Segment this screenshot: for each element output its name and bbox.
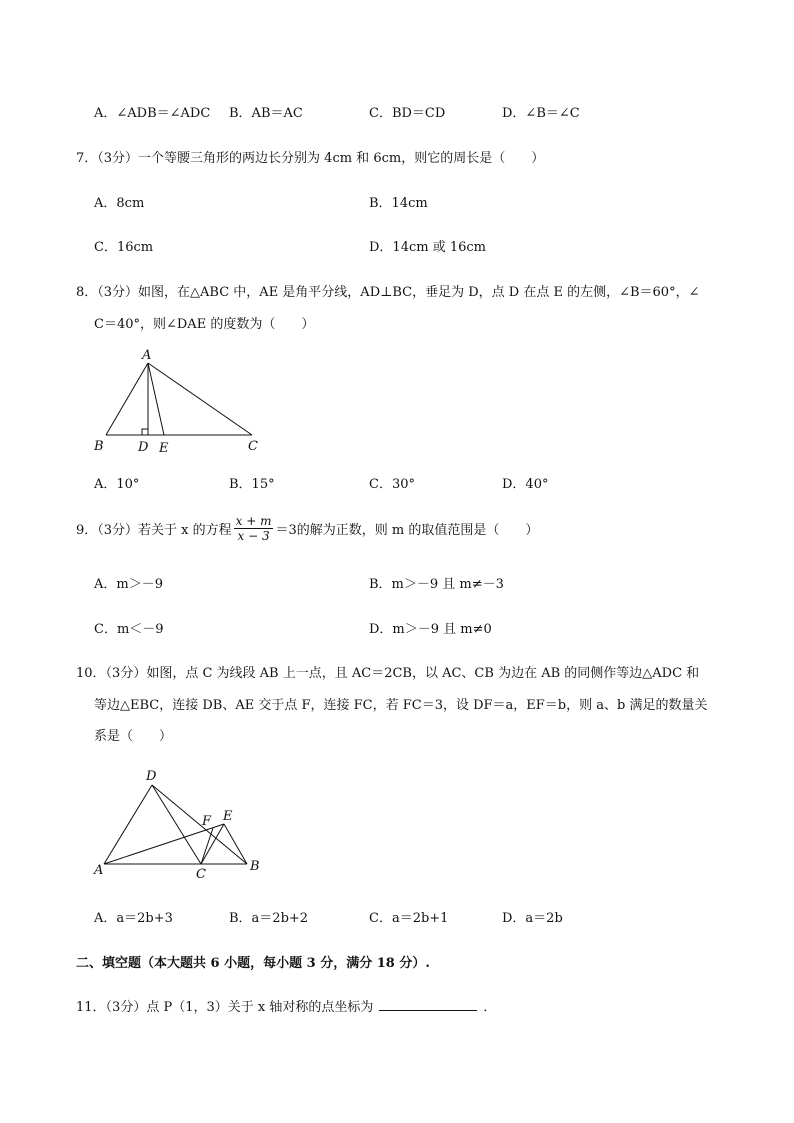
q9-stem (76, 514, 538, 543)
q10-option-a: A．a＝2b+3 (94, 911, 173, 926)
label-a: A (94, 863, 104, 878)
q9-fraction-denominator: x − 3 (237, 529, 270, 543)
q10-option-c: C．a＝2b+1 (369, 911, 449, 926)
q9-option-a: A．m＞－9 (94, 577, 163, 592)
q8-option-c: C．30° (369, 477, 415, 492)
q11-answer-blank[interactable] (379, 998, 477, 1011)
q9-option-c: C．m＜－9 (94, 622, 164, 637)
label-a: A (142, 348, 152, 363)
q7-stem: 7．（3分）一个等腰三角形的两边长分别为 4cm 和 6cm，则它的周长是（ ） (76, 151, 545, 166)
section-2-title: 二、填空题（本大题共 6 小题，每小题 3 分，满分 18 分）. (76, 956, 430, 971)
q9-fraction (234, 514, 274, 543)
q11-stem-text: 11．（3分）点 P（1，3）关于 x 轴对称的点坐标为 (76, 1000, 374, 1015)
label-f: F (202, 814, 212, 829)
label-d: D (146, 769, 157, 784)
q6-option-d: D．∠B＝∠C (502, 106, 580, 121)
q7-option-b: B．14cm (369, 196, 428, 211)
label-e: E (159, 441, 169, 456)
q10-stem-line3: 系是（ ） (94, 729, 173, 744)
q9-option-d: D．m＞－9 且 m≠0 (369, 622, 492, 637)
q10-stem-line1: 10．（3分）如图，点 C 为线段 AB 上一点，且 AC＝2CB，以 AC、CB 为边在 AB 的同侧作等边△ADC 和 (76, 666, 700, 681)
label-b: B (94, 439, 104, 454)
q10-stem-line2: 等边△EBC，连接 DB、AE 交于点 F，连接 FC，若 FC＝3，设 DF＝a，EF＝b，则 a、b 满足的数量关 (94, 698, 708, 713)
label-d: D (138, 440, 149, 455)
q10-equilateral-figure (88, 764, 274, 880)
q7-option-d: D．14cm 或 16cm (369, 240, 486, 255)
q10-option-d: D．a＝2b (502, 911, 563, 926)
q6-option-a: A．∠ADB＝∠ADC (94, 106, 211, 121)
label-c: C (248, 439, 258, 454)
q6-option-b: B．AB＝AC (229, 106, 303, 121)
q8-option-d: D．40° (502, 477, 549, 492)
label-c: C (196, 867, 206, 880)
label-b: B (250, 859, 260, 874)
q10-option-b: B．a＝2b+2 (229, 911, 309, 926)
label-e: E (223, 809, 233, 824)
q7-option-c: C．16cm (94, 240, 154, 255)
q8-stem-line1: 8．（3分）如图，在△ABC 中，AE 是角平分线，AD⊥BC，垂足为 D，点 D 在点 E 的左侧，∠B＝60°，∠ (76, 285, 700, 300)
q11-stem-end: ． (483, 1000, 497, 1015)
q9-fraction-numerator: x + m (235, 514, 272, 528)
q9-stem-after: ＝3的解为正数，则 m 的取值范围是（ ） (275, 523, 539, 538)
q6-option-c: C．BD＝CD (369, 106, 446, 121)
q9-option-b: B．m＞－9 且 m≠－3 (369, 577, 504, 592)
q8-triangle-figure (86, 344, 276, 456)
q9-stem-before: 9．（3分）若关于 x 的方程 (76, 523, 232, 538)
q8-option-b: B．15° (229, 477, 275, 492)
q8-stem-line2: C＝40°，则∠DAE 的度数为（ ） (94, 317, 315, 332)
q8-option-a: A．10° (94, 477, 140, 492)
q7-option-a: A．8cm (94, 196, 145, 211)
q11-stem (76, 996, 496, 1015)
